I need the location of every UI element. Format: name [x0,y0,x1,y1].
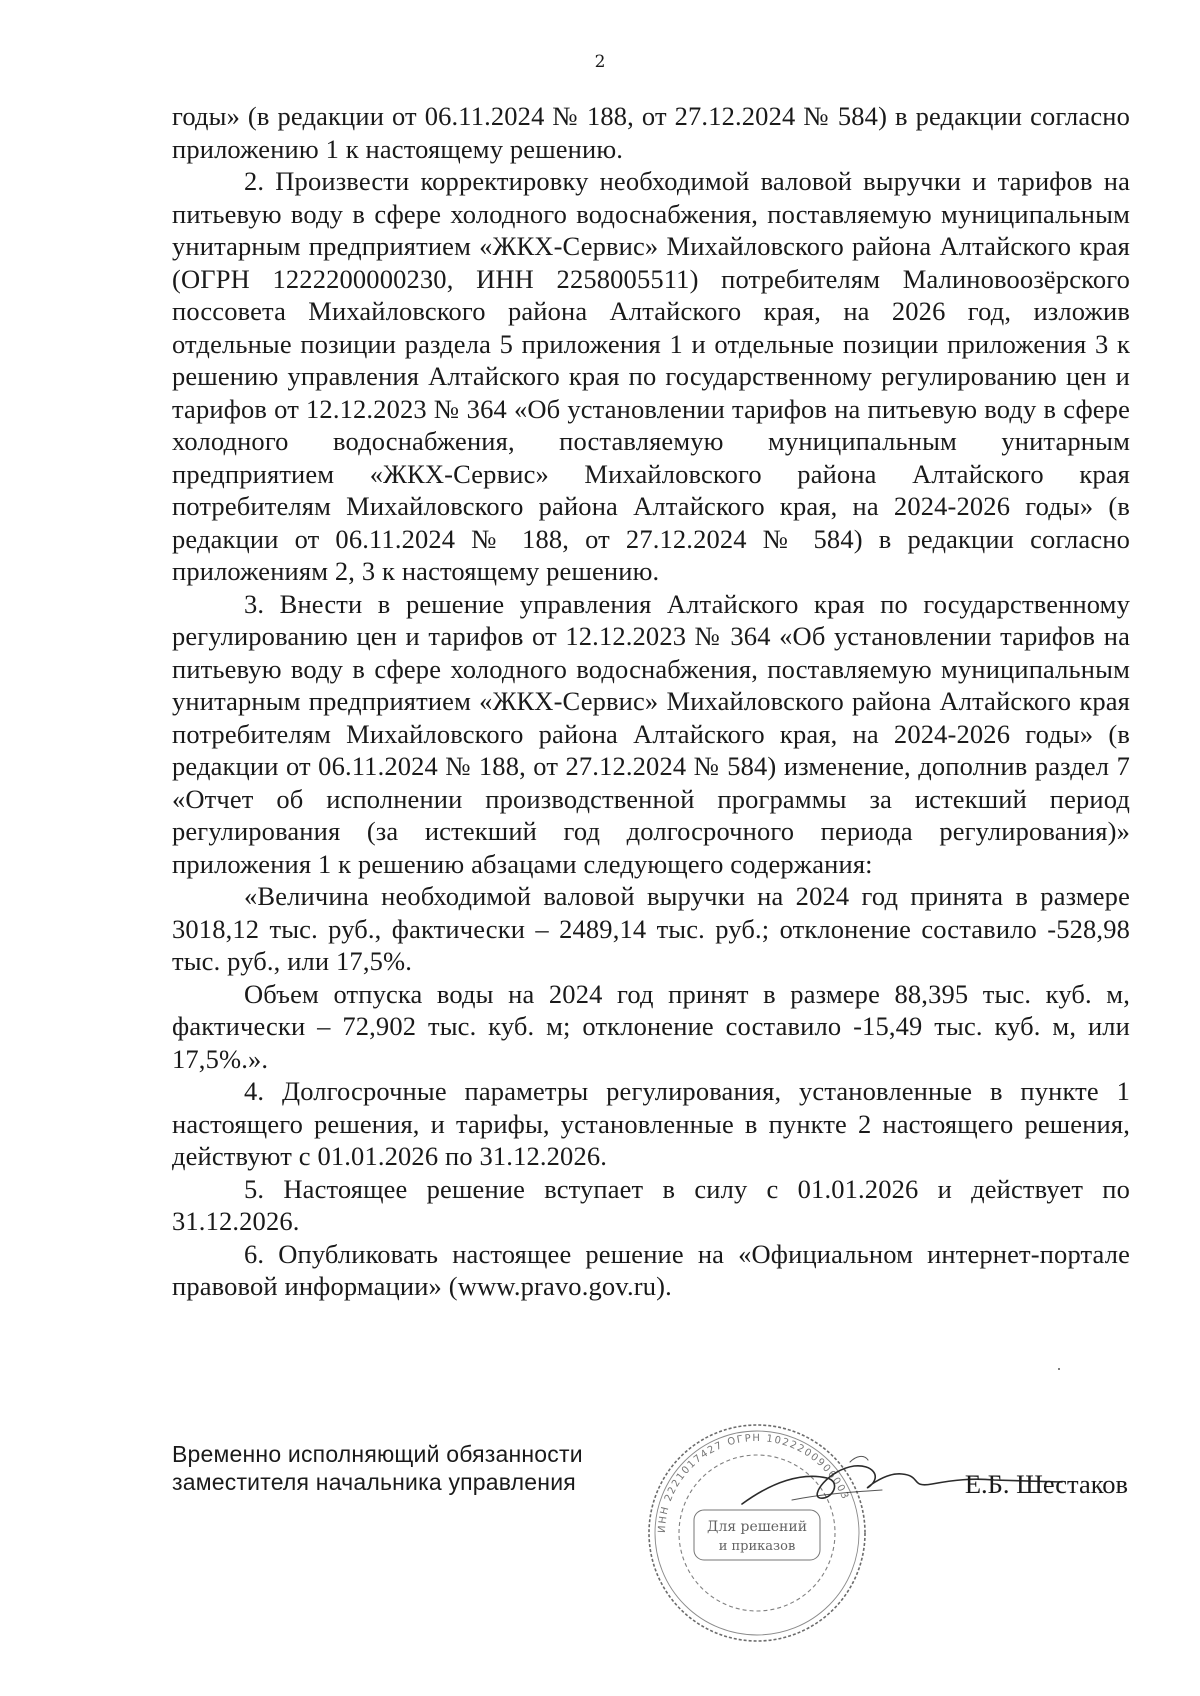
paragraph-item-2: 2. Произвести корректировку необходимой валовой выручки и тарифов на питьевую воду в сфере холодного водоснабжения, поставляемую муниципальным унитарным предприятием «ЖКХ-Сервис» Михайловского района Алтайского края (ОГРН 1222200000230, ИНН 2258005511) потребителям Малиновоозёрского поссовета Михайловского района Алтайского края, на 2026 год, изложив отдельные позиции раздела 5 приложения 1 и отдельные позиции приложения 3 к решению управления Алтайского края по государственному регулированию цен и тарифов от 12.12.2023 № 364 «Об установлении тарифов на питьевую воду в сфере холодного водоснабжения, поставляемую муниципальным унитарным предприятием «ЖКХ-Сервис» Михайловского района Алтайского края потребителям Михайловского района Алтайского края, на 2024-2026 годы» (в редакции от 06.11.2024 № 188, от 27.12.2024 № 584) в редакции согласно приложениям 2, 3 к настоящему решению. [172,166,1130,586]
paragraph-item-5: 5. Настоящее решение вступает в силу с 01.01.2026 и действует по 31.12.2026. [172,1173,1130,1236]
paragraph-quote-revenue: «Величина необходимой валовой выручки на 2024 год принята в размере 3018,12 тыс. руб., фактически – 2489,14 тыс. руб.; отклонение составило -528,98 тыс. руб., или 17,5%. [172,881,1130,976]
signature-block [172,1432,1130,1640]
page-number: 2 [594,52,606,72]
signer-position-line-2: заместителя начальника управления [172,1469,576,1495]
paragraph-continuation: годы» (в редакции от 06.11.2024 № 188, от 27.12.2024 № 584) в редакции согласно приложению 1 к настоящему решению. [172,101,1130,164]
signer-position-line-1: Временно исполняющий обязанности [172,1441,583,1467]
signer-name: Е.Б. Шестаков [964,1469,1128,1499]
paragraph-item-3: 3. Внести в решение управления Алтайского края по государственному регулированию цен и тарифов от 12.12.2023 № 364 «Об установлении тарифов на питьевую воду в сфере холодного водоснабжения, поставляемую муниципальным унитарным предприятием «ЖКХ-Сервис» Михайловского района Алтайского края потребителям Михайловского района Алтайского края, на 2024-2026 годы» (в редакции от 06.11.2024 № 188, от 27.12.2024 № 584) изменение, дополнив раздел 7 «Отчет об исполнении производственной программы за истекший период регулирования (за истекший год долгосрочного периода регулирования)» приложения 1 к решению абзацами следующего содержания: [172,588,1130,879]
stamp-inner-line-2: и приказов [718,1539,796,1554]
paragraph-quote-volume: Объем отпуска воды на 2024 год принят в размере 88,395 тыс. куб. м, фактически – 72,902 тыс. куб. м; отклонение составило -15,49 тыс. куб. м, или 17,5%.». [172,978,1130,1074]
stamp-inner-line-1: Для решений [706,1519,808,1535]
signer-position [172,1440,583,1496]
paragraph-item-6: 6. Опубликовать настоящее решение на «Официальном интернет-портале правовой информации» (www.pravo.gov.ru). [172,1238,1130,1301]
paragraph-item-4: 4. Долгосрочные параметры регулирования, установленные в пункте 1 настоящего решения, и тарифы, установленные в пункте 2 настоящего решения, действуют с 01.01.2026 по 31.12.2026. [172,1076,1130,1171]
document-body [172,100,1130,1303]
scan-artifact [1058,1368,1060,1370]
stamp-ring-text: ИНН 2221017427 ОГРН 1022200906003 [656,1432,851,1534]
